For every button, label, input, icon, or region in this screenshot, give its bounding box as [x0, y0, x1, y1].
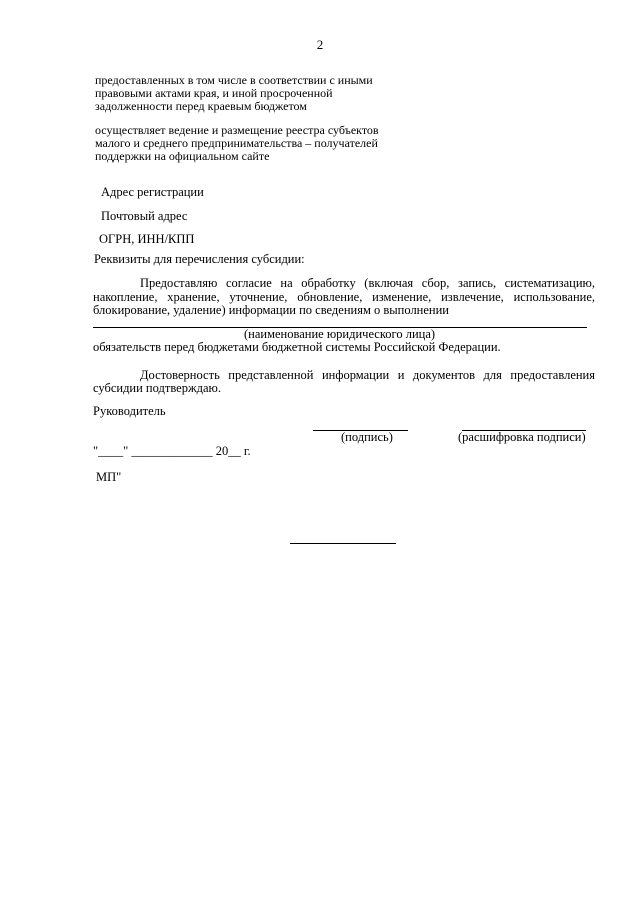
postal-address-label: Почтовый адрес: [101, 209, 188, 223]
registration-address-label: Адрес регистрации: [101, 185, 204, 199]
date-month-blank: _____________: [131, 444, 213, 458]
consent-line-2: накопление, хранение, уточнение, обновление, изменение, извлечение, использование,: [93, 290, 595, 304]
consent-line-1: Предоставляю согласие на обработку (включая сбор, запись, систематизацию,: [140, 276, 595, 290]
bottom-separator: [290, 543, 396, 544]
date-close-quote: ": [123, 444, 129, 458]
text-line: предоставленных в том числе в соответствии с иными: [95, 73, 373, 87]
ogrn-inn-kpp-label: ОГРН, ИНН/КПП: [99, 232, 195, 246]
organization-name-caption: (наименование юридического лица): [244, 327, 436, 341]
stamp-placeholder: МП": [96, 470, 122, 484]
text-line: поддержки на официальном сайте: [95, 149, 270, 163]
date-line: [93, 445, 251, 458]
reliability-line-1: Достоверность представленной информации и документов для предоставления: [140, 368, 595, 382]
payment-details-label: Реквизиты для перечисления субсидии:: [94, 252, 305, 266]
signature-caption: (подпись): [341, 430, 393, 444]
consent-line-3: блокирование, удаление) информации по сведениям о выполнении: [93, 303, 449, 317]
date-open-quote: ": [93, 444, 99, 458]
page-number: 2: [316, 37, 324, 52]
signature-decoding-caption: (расшифровка подписи): [458, 430, 586, 444]
consent-line-4: обязательств перед бюджетами бюджетной системы Российской Федерации.: [93, 340, 501, 354]
date-year: 20__ г.: [215, 444, 251, 458]
text-line: осуществляет ведение и размещение реестра субъектов: [95, 123, 379, 137]
text-line: задолженности перед краевым бюджетом: [95, 99, 307, 113]
date-day-blank: ____: [98, 444, 124, 458]
reliability-line-2: субсидии подтверждаю.: [93, 381, 221, 395]
head-label: Руководитель: [93, 404, 166, 418]
text-line: правовыми актами края, и иной просроченной: [95, 86, 333, 100]
text-line: малого и среднего предпринимательства – получателей: [95, 136, 378, 150]
